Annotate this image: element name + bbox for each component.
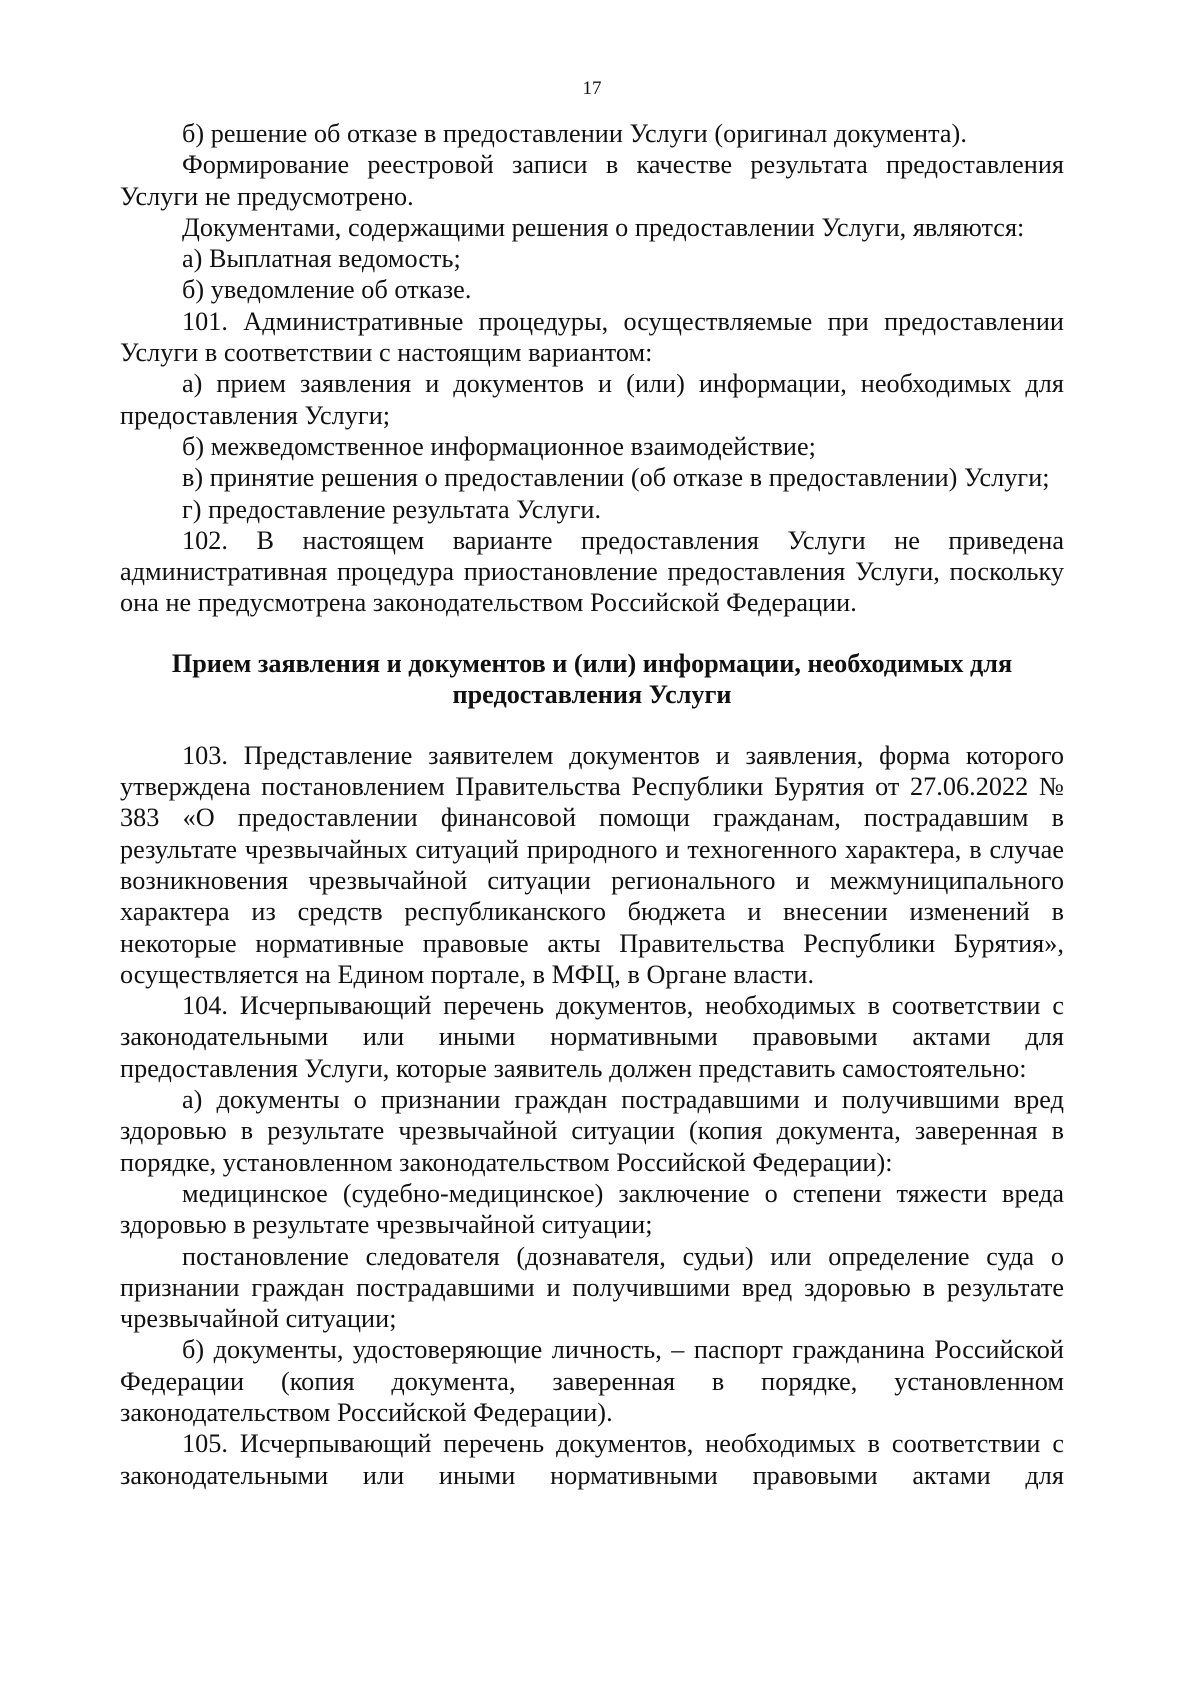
paragraph-decision-documents: Документами, содержащими решения о предоставлении Услуги, являются: [182, 212, 1025, 242]
list-item-101b: б) межведомственное информационное взаимодействие; [182, 431, 816, 461]
paragraph-105: 105. Исчерпывающий перечень документов, необходимых в соответствии с законодательными или иными нормативными правовыми актами для [120, 1429, 1064, 1490]
document-page [120, 78, 1064, 1491]
list-item-104a: а) документы о признании граждан пострадавшими и получившими вред здоровью в результате чрезвычайной ситуации (копия документа, заверенная в порядке, установленном законодательством Российской Федерации): [120, 1085, 1064, 1177]
list-item-payment-statement: а) Выплатная ведомость; [182, 244, 461, 274]
paragraph-103: 103. Представление заявителем документов и заявления, форма которого утверждена постановлением Правительства Республики Бурятия от 27.06.2022 № 383 «О предоставлении финансовой помощи гражданам, пострадавшим в результате чрезвычайных ситуаций природного и техногенного характера, в случае возникновения чрезвычайной ситуации регионального и межмуниципального характера из средств республиканского бюджета и внесении изменений в некоторые нормативные правовые акты Правительства Республики Бурятия», осуществляется на Едином портале, в МФЦ, в Органе власти. [120, 740, 1064, 989]
paragraph-registry-record: Формирование реестровой записи в качестве результата предоставления Услуги не предусмотрено. [120, 150, 1064, 211]
paragraph-101: 101. Административные процедуры, осуществляемые при предоставлении Услуги в соответствии с настоящим вариантом: [120, 306, 1064, 368]
section-heading: Прием заявления и документов и (или) информации, необходимых для предоставления Услуги [171, 648, 1013, 710]
paragraph-102: 102. В настоящем варианте предоставления Услуги не приведена административная процедура приостановление предоставления Услуги, поскольку она не предусмотрена законодательством Российской Федерации. [120, 525, 1064, 618]
paragraph-investigator-resolution: постановление следователя (дознавателя, судьи) или определение суда о признании граждан пострадавшими и получившими вред здоровью в результате чрезвычайной ситуации; [120, 1241, 1064, 1334]
paragraph-medical-conclusion: медицинское (судебно-медицинское) заключение о степени тяжести вреда здоровью в результате чрезвычайной ситуации; [120, 1178, 1064, 1240]
list-item-101v: в) принятие решения о предоставлении (об отказе в предоставлении) Услуги; [182, 463, 1050, 493]
list-item-101g: г) предоставление результата Услуги. [182, 494, 602, 524]
paragraph-104: 104. Исчерпывающий перечень документов, необходимых в соответствии с законодательными или иными нормативными правовыми актами для предоставления Услуги, которые заявитель должен представить самостоятельно: [120, 991, 1064, 1083]
list-item-104b: б) документы, удостоверяющие личность, – паспорт гражданина Российской Федерации (копия документа, заверенная в порядке, установленном законодательством Российской Федерации). [120, 1335, 1064, 1427]
list-item-refusal-notice: б) уведомление об отказе. [182, 275, 472, 305]
page-number: 17 [582, 78, 602, 99]
paragraph-result-refusal: б) решение об отказе в предоставлении Услуги (оригинал документа). [182, 119, 967, 148]
list-item-101a: а) прием заявления и документов и (или) информации, необходимых для предоставления Услуги; [120, 369, 1064, 430]
